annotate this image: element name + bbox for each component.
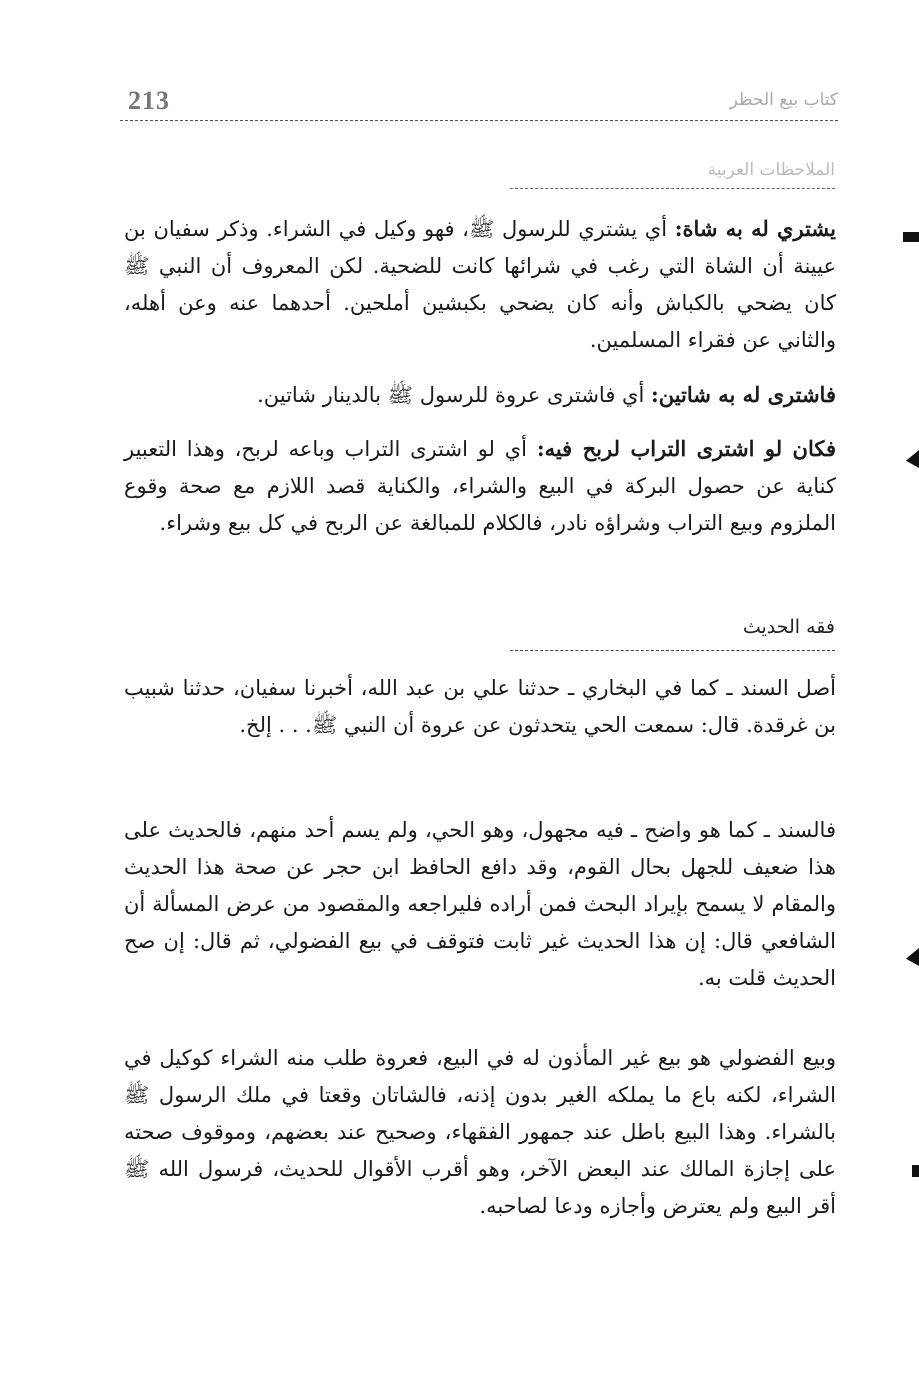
paragraph-3-text: أي لو اشترى التراب وباعه لربح، وهذا التعبير كناية عن حصول البركة في البيع والشراء، والكناية قصد اللازم مع صحة وقوع الملزوم وبيع التراب وشراؤه نادر، فالكلام للمبالغة عن الربح في كل بيع وشراء. [124, 437, 836, 535]
section-heading-text: الملاحظات العربية [707, 160, 835, 180]
paragraph-4-text: أصل السند ـ كما في البخاري ـ حدثنا علي بن عبد الله، أخبرنا سفيان، حدثنا شبيب بن غرقدة. قال: سمعت الحي يتحدثون عن عروة أن النبي ﷺ. . . إلخ. [124, 676, 836, 737]
margin-mark [906, 450, 919, 468]
paragraph-1-text: أي يشتري للرسول ﷺ، فهو وكيل في الشراء. وذكر سفيان بن عيينة أن الشاة التي رغب في شرائها كانت للضحية. لكن المعروف أن النبي ﷺ كان يضحي بالكباش وأنه كان يضحي بكبشين أملحين. أحدهما عنه وعن أهله، والثاني عن فقراء المسلمين. [124, 217, 836, 352]
paragraph-3 [124, 430, 836, 542]
term-2: فاشترى له به شاتين: [650, 382, 836, 407]
paragraph-4 [124, 670, 836, 744]
paragraph-5 [124, 812, 836, 997]
paragraph-6-text: وبيع الفضولي هو بيع غير المأذون له في البيع، فعروة طلب منه الشراء كوكيل في الشراء، لكنه باع ما يملكه الغير بدون إذنه، فالشاتان وقعتا في ملك الرسول ﷺ بالشراء. وهذا البيع باطل عند جمهور الفقهاء، وصحيح عند بعضهم، وموقوف صحته على إجازة المالك عند البعض الآخر، وهو أقرب الأقوال للحديث، فرسول الله ﷺ أقر البيع ولم يعترض وأجازه ودعا لصاحبه. [124, 1046, 836, 1218]
subheading-text: فقه الحديث [742, 616, 835, 638]
margin-mark [903, 232, 919, 242]
margin-mark [906, 948, 919, 966]
section-heading [510, 160, 835, 189]
page-number: 213 [128, 86, 170, 115]
margin-mark [912, 1165, 919, 1177]
paragraph-1 [124, 210, 836, 359]
term-3: فكان لو اشترى التراب لربح فيه: [536, 436, 836, 461]
running-title: كتاب بيع الحظر [729, 90, 838, 110]
paragraph-2 [124, 376, 836, 414]
paragraph-5-text: فالسند ـ كما هو واضح ـ فيه مجهول، وهو الحي، ولم يسم أحد منهم، فالحديث على هذا ضعيف للجهل بحال القوم، وقد دافع الحافظ ابن حجر عن صحة هذا الحديث والمقام لا يسمح بإيراد البحث فمن أراده فليراجعه والمقصود من عرض المسألة أن الشافعي قال: إن هذا الحديث غير ثابت فتوقف في بيع الفضولي، ثم قال: إن صح الحديث قلت به. [124, 818, 836, 990]
page-header [120, 84, 838, 121]
paragraph-2-text: أي فاشترى عروة للرسول ﷺ بالدينار شاتين. [257, 383, 651, 407]
subheading [510, 616, 835, 651]
paragraph-6 [124, 1040, 836, 1225]
term-1: يشتري له به شاة: [674, 216, 836, 241]
